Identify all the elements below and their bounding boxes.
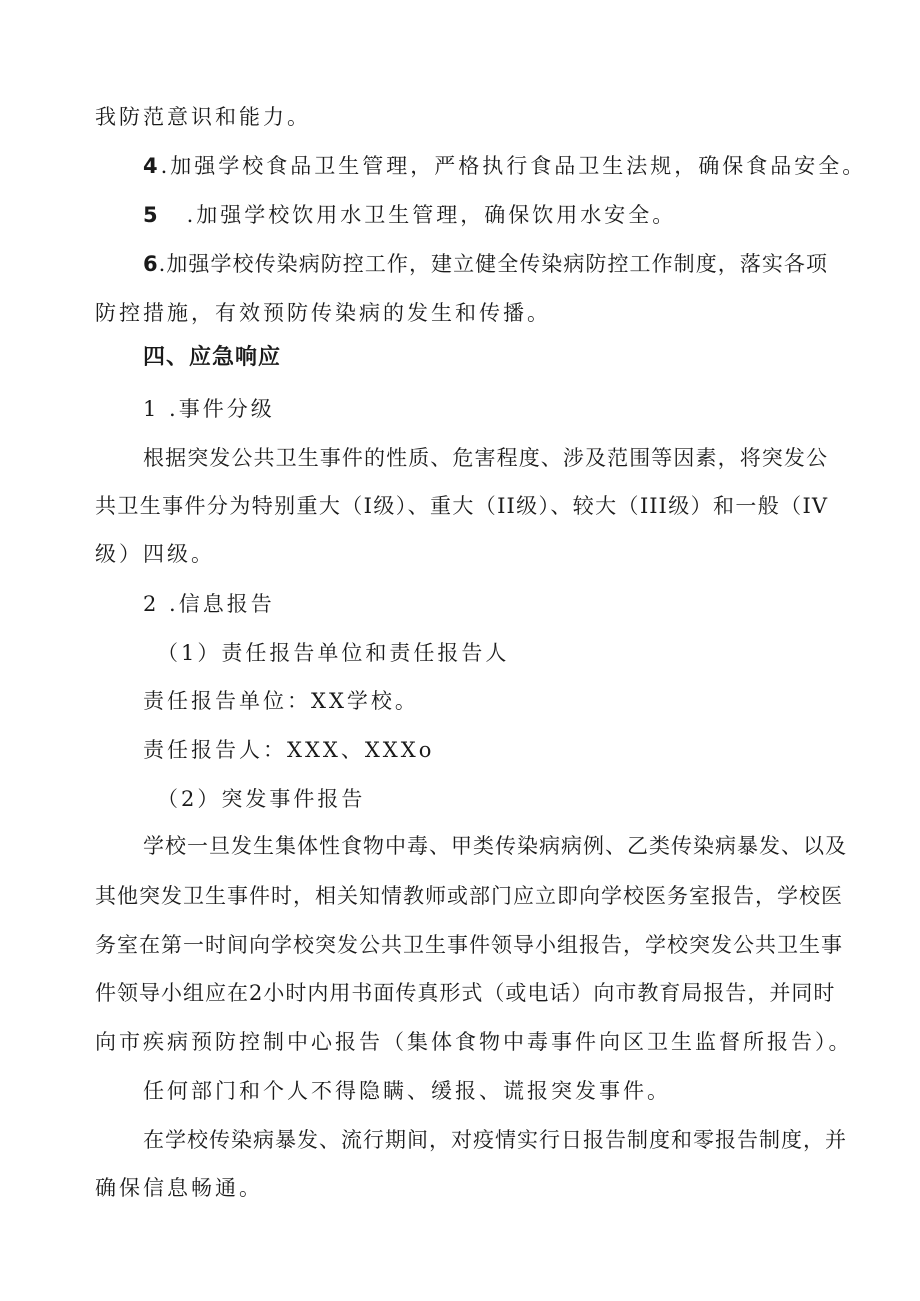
- report-line-4: 件领导小组应在2小时内用书面传真形式（或电话）向市教育局报告，并同时: [95, 981, 836, 1005]
- report-line-1: 学校一旦发生集体性食物中毒、甲类传染病病例、乙类传染病暴发、以及: [143, 834, 847, 858]
- measure-5-number: 5: [143, 203, 161, 227]
- measure-5: [143, 200, 676, 230]
- measure-5-text: .加强学校饮用水卫生管理，确保饮用水安全。: [186, 203, 677, 227]
- daily-report-line-2: 确保信息畅通。: [95, 1176, 263, 1200]
- reporting-unit: 责任报告单位：XX学校。: [143, 689, 419, 713]
- daily-report-line-1: 在学校传染病暴发、流行期间，对疫情实行日报告制度和零报告制度，并: [143, 1128, 847, 1152]
- measure-6-line-2: 防控措施，有效预防传染病的发生和传播。: [95, 301, 551, 325]
- measure-6-line-1: [143, 249, 828, 279]
- no-conceal-rule: 任何部门和个人不得隐瞒、缓报、谎报突发事件。: [143, 1079, 671, 1103]
- report-line-5: 向市疾病预防控制中心报告（集体食物中毒事件向区卫生监督所报告）。: [95, 1030, 853, 1054]
- report-line-2: 其他突发卫生事件时，相关知情教师或部门应立即向学校医务室报告，学校医: [95, 884, 843, 908]
- sub-2-title: （2）突发事件报告: [157, 787, 366, 811]
- report-line-3: 务室在第一时间向学校突发公共卫生事件领导小组报告，学校突发公共卫生事: [95, 933, 843, 957]
- measure-4-number: 4: [143, 154, 161, 178]
- measure-6-text: .加强学校传染病防控工作，建立健全传染病防控工作制度，落实各项: [158, 252, 828, 276]
- intro-tail: 我防范意识和能力。: [95, 105, 311, 129]
- subsection-1-title: 1 .事件分级: [143, 397, 275, 421]
- measure-4: [143, 151, 866, 181]
- measure-6-number: 6: [143, 252, 159, 276]
- sub-1-title: （1）责任报告单位和责任报告人: [157, 641, 510, 665]
- subsection-2-title: 2 .信息报告: [143, 592, 275, 616]
- classification-line-3: 级）四级。: [95, 542, 215, 566]
- measure-4-text: .加强学校食品卫生管理，严格执行食品卫生法规，确保食品安全。: [160, 154, 867, 178]
- section-4-heading: 四、应急响应: [143, 345, 282, 370]
- classification-line-2: 共卫生事件分为特别重大（I级）、重大（II级）、较大（III级）和一般（IV: [95, 494, 828, 518]
- reporting-person: 责任报告人：XXX、XXXo: [143, 738, 435, 762]
- classification-line-1: 根据突发公共卫生事件的性质、危害程度、涉及范围等因素，将突发公: [143, 446, 828, 470]
